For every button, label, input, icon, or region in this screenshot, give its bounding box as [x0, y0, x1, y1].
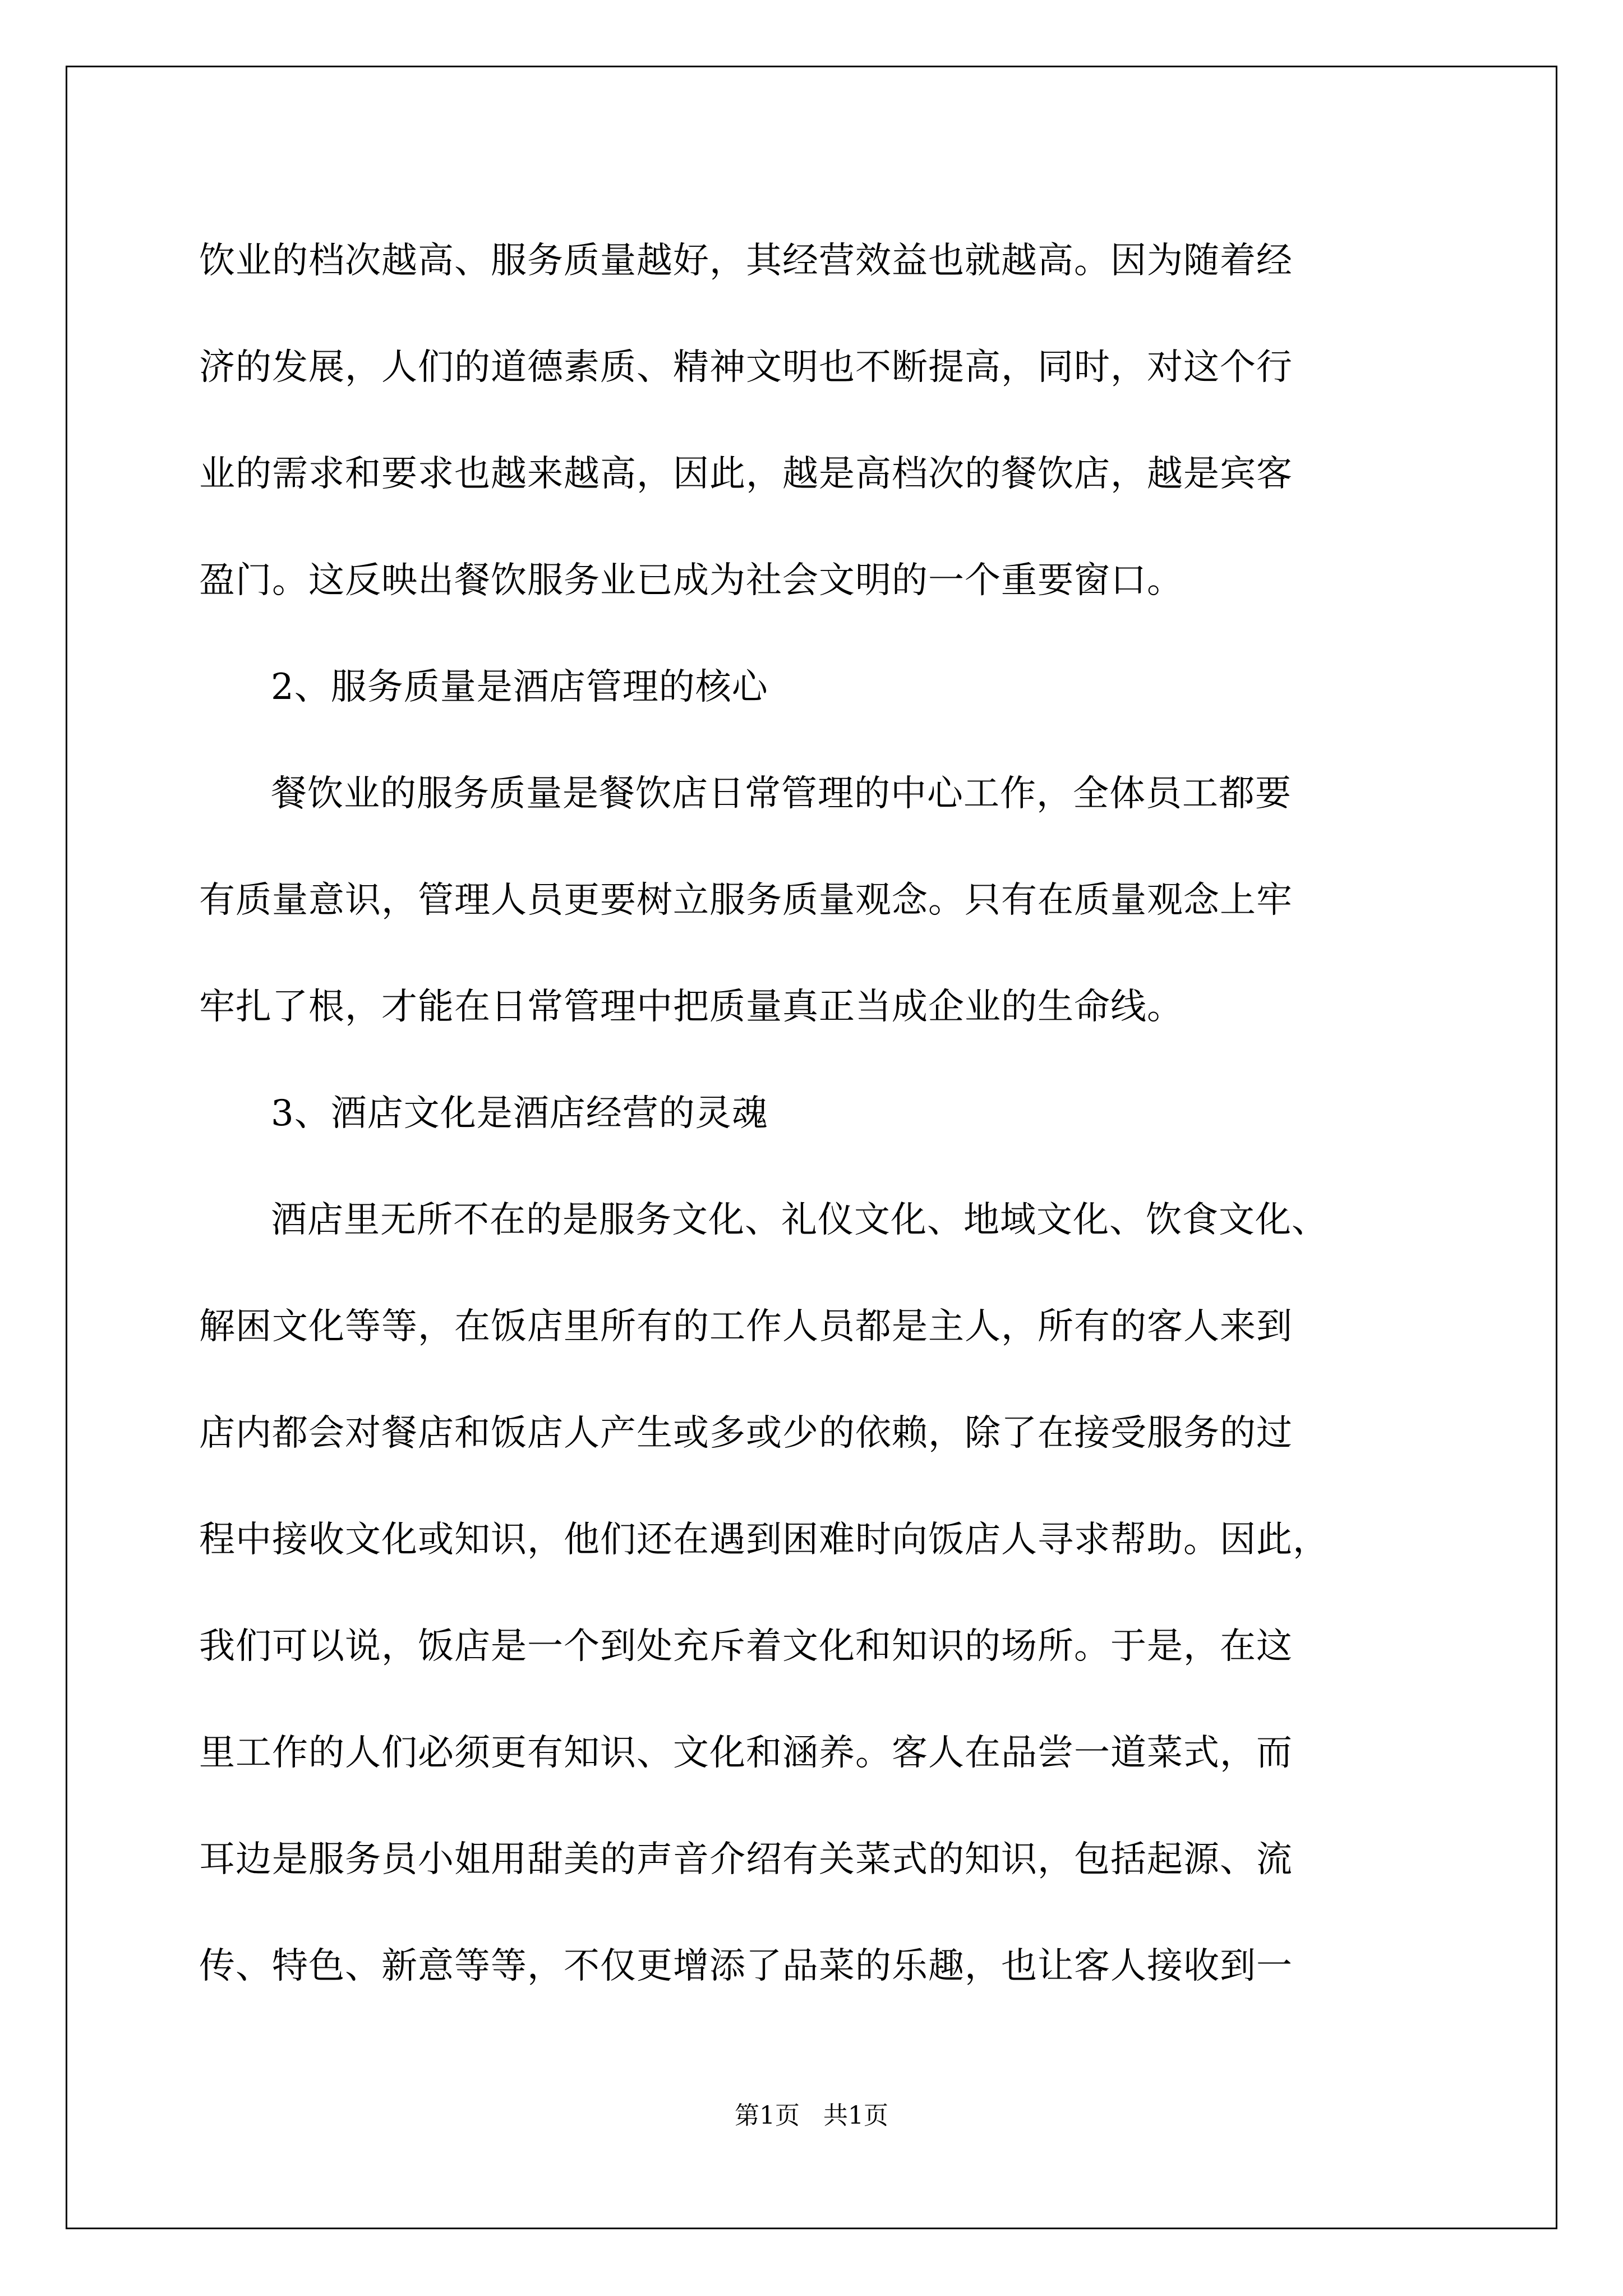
paragraph-line: 里工作的人们必须更有知识、文化和涵养。客人在品尝一道菜式，而: [199, 1732, 1293, 1774]
paragraph-line: 解困文化等等，在饭店里所有的工作人员都是主人，所有的客人来到: [199, 1306, 1293, 1347]
paragraph-line: 耳边是服务员小姐用甜美的声音介绍有关菜式的知识，包括起源、流: [199, 1839, 1293, 1880]
paragraph-line: 盈门。这反映出餐饮服务业已成为社会文明的一个重要窗口。: [199, 560, 1183, 601]
paragraph-line: 传、特色、新意等等，不仅更增添了品菜的乐趣，也让客人接收到一: [199, 1945, 1293, 1987]
paragraph-line: 店内都会对餐店和饭店人产生或多或少的依赖，除了在接受服务的过: [199, 1412, 1293, 1454]
paragraph-line: 有质量意识，管理人员更要树立服务质量观念。只有在质量观念上牢: [199, 880, 1293, 921]
paragraph-line: 程中接收文化或知识，他们还在遇到困难时向饭店人寻求帮助。因此，: [199, 1519, 1329, 1561]
paragraph-line: 我们可以说，饭店是一个到处充斥着文化和知识的场所。于是，在这: [199, 1626, 1293, 1667]
paragraph-line: 济的发展，人们的道德素质、精神文明也不断提高，同时，对这个行: [199, 347, 1293, 388]
document-body: [199, 208, 1433, 2019]
page-footer: 第1页 共1页: [735, 2101, 888, 2130]
section-heading: 3、酒店文化是酒店经营的灵魂: [271, 1093, 768, 1134]
paragraph-line: 餐饮业的服务质量是餐饮店日常管理的中心工作，全体员工都要: [271, 773, 1292, 815]
paragraph-line: 饮业的档次越高、服务质量越好，其经营效益也就越高。因为随着经: [199, 240, 1293, 282]
paragraph-line: 牢扎了根，才能在日常管理中把质量真正当成企业的生命线。: [199, 986, 1183, 1028]
section-heading: 2、服务质量是酒店管理的核心: [271, 666, 768, 708]
paragraph-line: 业的需求和要求也越来越高，因此，越是高档次的餐饮店，越是宾客: [199, 453, 1293, 495]
paragraph-line: 酒店里无所不在的是服务文化、礼仪文化、地域文化、饮食文化、: [271, 1199, 1328, 1241]
